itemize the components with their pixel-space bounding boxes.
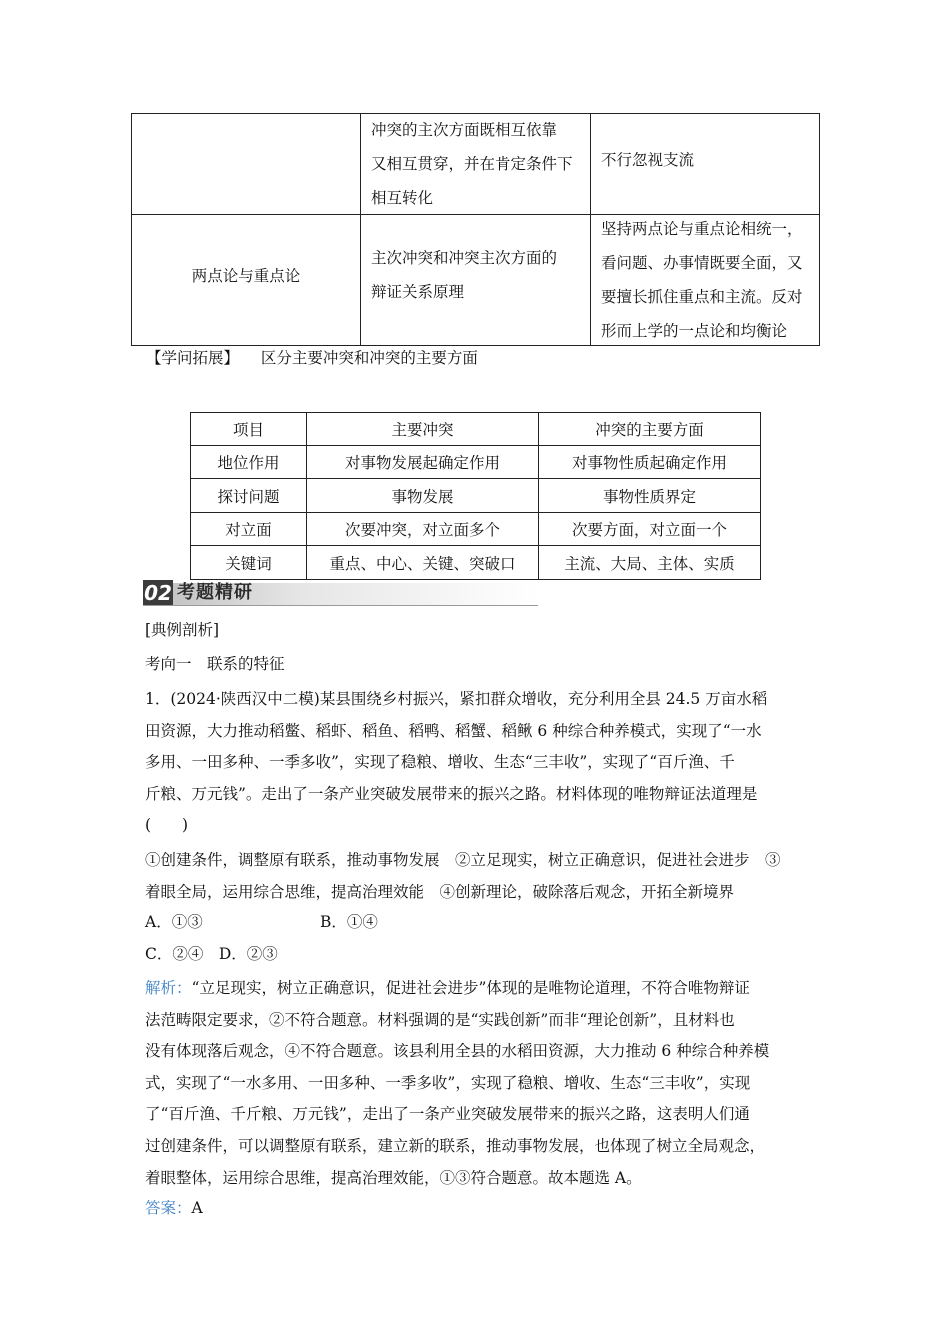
table-cell: 重点、中心、关键、突破口 xyxy=(306,545,539,580)
option-line: ①创建条件，调整原有联系，推动事物发展 ②立足现实，树立正确意识，促进社会进步 ③ xyxy=(145,851,781,869)
knowledge-expand-line xyxy=(146,346,478,368)
cell-line: 坚持两点论与重点论相统一， xyxy=(601,220,803,238)
table-cell: 对立面 xyxy=(190,512,307,546)
cell-line: 要擅长抓住重点和主流。反对 xyxy=(601,288,803,306)
table-cell: 次要冲突，对立面多个 xyxy=(306,512,539,546)
analysis-label: 解析： xyxy=(145,979,192,997)
table-header-cell: 项目 xyxy=(190,412,307,446)
answer-label: 答案： xyxy=(145,1199,192,1217)
table-cell: 探讨问题 xyxy=(190,478,307,513)
section-banner xyxy=(143,580,538,606)
cell-text: 不行忽视支流 xyxy=(601,151,695,169)
example-heading: [典例剖析] xyxy=(145,621,220,639)
knowledge-expand-title: 区分主要冲突和冲突的主要方面 xyxy=(260,349,478,367)
analysis-line: 过创建条件，可以调整原有联系，建立新的联系，推动事物发展，也体现了树立全局观念， xyxy=(145,1136,766,1155)
table-cell: 事物发展 xyxy=(306,478,539,513)
question-line: 1．(2024·陕西汉中二模)某县围绕乡村振兴，紧扣群众增收，充分利用全县 24.5 万亩水稻 xyxy=(145,690,768,708)
table-cell: 主流、大局、主体、实质 xyxy=(538,545,761,580)
question-line: ( ) xyxy=(145,816,189,834)
choice-a: A．①③ xyxy=(145,913,203,931)
table-cell: 关键词 xyxy=(190,545,307,580)
cell-line: 看问题、办事情既要全面，又 xyxy=(601,254,803,272)
question-direction: 考向一 联系的特征 xyxy=(145,655,285,673)
table-cell: 对事物性质起确定作用 xyxy=(538,445,761,479)
banner-number: 02 xyxy=(144,581,172,605)
table-cell: 对事物发展起确定作用 xyxy=(306,445,539,479)
cell-text: 两点论与重点论 xyxy=(191,267,301,285)
analysis-block xyxy=(145,973,769,1194)
analysis-line: 没有体现落后观念，④不符合题意。该县利用全县的水稻田资源，大力推动 6 种综合种养模 xyxy=(145,1042,770,1061)
cell-line: 又相互贯穿，并在肯定条件下 xyxy=(371,155,573,173)
table-cell xyxy=(131,113,361,215)
cell-line: 相互转化 xyxy=(371,189,434,207)
compare-table xyxy=(190,412,761,580)
knowledge-expand-label: 【学问拓展】 xyxy=(146,349,240,367)
banner-title: 考题精研 xyxy=(177,582,253,603)
option-line: 着眼全局，运用综合思维，提高治理效能 ④创新理论，破除落后观念，开拓全新境界 xyxy=(145,882,735,901)
cell-line: 主次冲突和冲突主次方面的 xyxy=(371,249,558,267)
table-cell xyxy=(590,214,820,346)
analysis-line: “立足现实，树立正确意识，促进社会进步”体现的是唯物论道理，不符合唯物辩证 xyxy=(191,979,750,997)
table-cell: 次要方面，对立面一个 xyxy=(538,512,761,546)
analysis-line: 着眼整体，运用综合思维，提高治理效能，①③符合题意。故本题选 A。 xyxy=(145,1168,642,1187)
table-header-cell: 冲突的主要方面 xyxy=(538,412,761,446)
table-cell xyxy=(131,214,361,346)
choice-c-d: C．②④ D．②③ xyxy=(145,945,278,963)
analysis-line: 了“百斤渔、千斤粮、万元钱”，走出了一条产业突破发展带来的振兴之路，这表明人们通 xyxy=(145,1105,750,1124)
cell-line: 冲突的主次方面既相互依靠 xyxy=(371,121,558,139)
option-statements xyxy=(145,845,781,908)
principle-table xyxy=(131,113,820,346)
answer-line xyxy=(145,1196,203,1218)
analysis-line: 法范畴限定要求，②不符合题意。材料强调的是“实践创新”而非“理论创新”，且材料也 xyxy=(145,1010,735,1029)
table-cell xyxy=(360,214,591,346)
table-cell: 事物性质界定 xyxy=(538,478,761,513)
table-cell: 地位作用 xyxy=(190,445,307,479)
cell-line: 形而上学的一点论和均衡论 xyxy=(601,322,788,340)
question-line: 田资源，大力推动稻鳖、稻虾、稻鱼、稻鸭、稻蟹、稻鳅 6 种综合种养模式，实现了“一水 xyxy=(145,721,762,740)
cell-line: 辩证关系原理 xyxy=(371,283,465,301)
question-line: 斤粮、万元钱”。走出了一条产业突破发展带来的振兴之路。材料体现的唯物辩证法道理是 xyxy=(145,784,758,803)
answer-value: A xyxy=(191,1199,203,1217)
question-stem xyxy=(145,684,767,842)
table-cell xyxy=(360,113,591,215)
table-cell xyxy=(590,113,820,215)
choice-b: B．①④ xyxy=(320,913,378,931)
analysis-line: 式，实现了“一水多用、一田多种、一季多收”，实现了稳粮、增收、生态“三丰收”，实现 xyxy=(145,1073,751,1092)
table-header-cell: 主要冲突 xyxy=(306,412,539,446)
question-line: 多用、一田多种、一季多收”，实现了稳粮、增收、生态“三丰收”，实现了“百斤渔、千 xyxy=(145,753,735,771)
banner-underline xyxy=(143,605,538,606)
